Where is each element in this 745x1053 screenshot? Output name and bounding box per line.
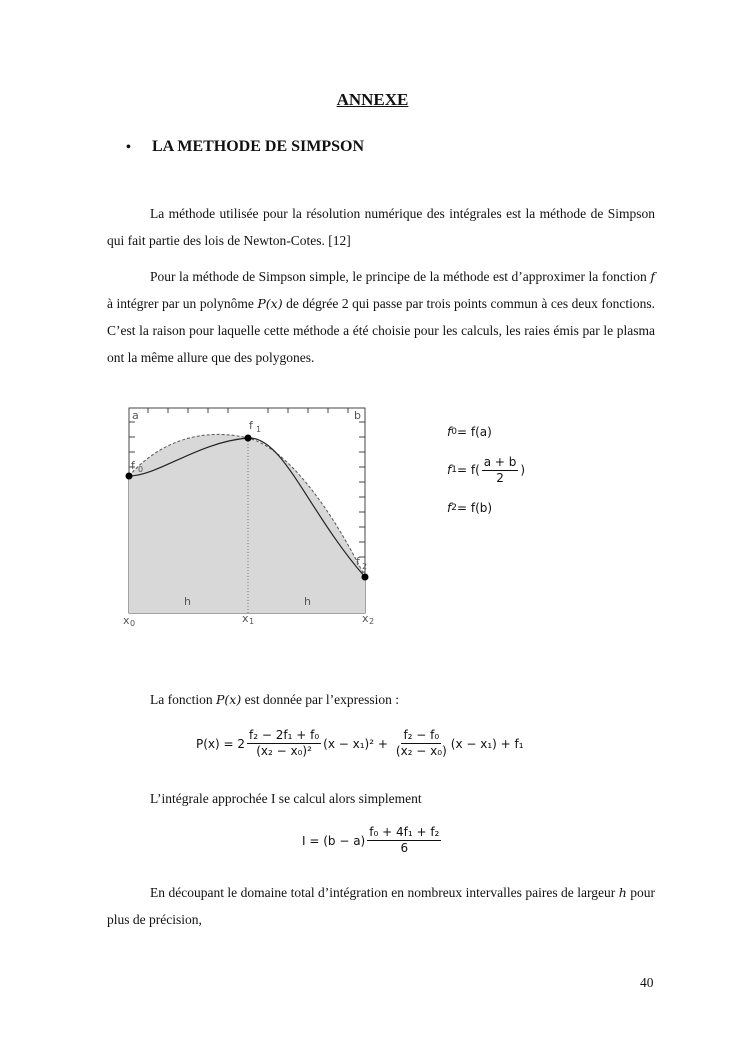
top-ticks bbox=[148, 408, 348, 413]
paragraph-principle bbox=[107, 263, 655, 371]
label-h-left: h bbox=[184, 595, 191, 608]
label-x1-sub: 1 bbox=[249, 617, 255, 626]
p2-text-b: à intégrer par un polynôme bbox=[107, 296, 258, 311]
parabola-area bbox=[129, 434, 368, 613]
point-f1 bbox=[245, 435, 252, 442]
bullet: • bbox=[126, 140, 131, 155]
frac-I: $\frac{\text{f₀ + 4f₁ + f₂}}{6}$ bbox=[369, 825, 440, 855]
paragraph-P-intro: La fonction P(x) est donnée par l’expression : bbox=[150, 692, 400, 707]
label-f0: f bbox=[131, 459, 135, 472]
paragraph-intro: La méthode utilisée pour la résolution numérique des intégrales est la méthode de Simpson qui fait partie des lois de Newton-Cotes. [12] bbox=[107, 206, 655, 248]
side-equations bbox=[447, 413, 525, 527]
frac-P2: $\frac{\text{f₂ − f₀}}{\text{(x₂ − x₀)}}$ bbox=[395, 728, 447, 758]
frac-P1: $\frac{\text{f₂ − 2f₁ + f₀}}{\text{(x₂ − x₀)²}}$ bbox=[249, 728, 320, 758]
math-Px-2: P(x) bbox=[215, 692, 242, 707]
label-x0: x bbox=[123, 614, 130, 627]
p2-text-c: de dégrée 2 qui passe par trois points commun à ces deux fonctions. C’est la raison pour laquelle cette méthode a été choisie pour les calculs, les raies émis par le plasma ont la même allure que des polygones. bbox=[107, 296, 656, 365]
page-number: 40 bbox=[640, 975, 654, 990]
page-title: ANNEXE bbox=[336, 90, 409, 109]
label-x2: x bbox=[362, 612, 369, 625]
eq-f0: f 0 = f(a) bbox=[447, 425, 492, 439]
math-f: f bbox=[650, 269, 655, 284]
section-heading-text: LA METHODE DE SIMPSON bbox=[152, 138, 365, 155]
label-h-right: h bbox=[304, 595, 311, 608]
label-f2: f bbox=[356, 555, 360, 568]
p2-text-a: Pour la méthode de Simpson simple, le principe de la méthode est d’approximer la fonction bbox=[150, 269, 651, 284]
eq-f2: f 2 = f(b) bbox=[447, 501, 493, 515]
math-h: h bbox=[618, 885, 627, 900]
formula-I: I = (b − a) $\frac{\text{f₀ + 4f₁ + f₂}}{6}$ bbox=[302, 825, 440, 855]
math-Px: P(x) bbox=[257, 296, 283, 311]
label-f2-sub: 2 bbox=[362, 562, 368, 571]
simpson-figure bbox=[118, 402, 378, 627]
label-x0-sub: 0 bbox=[130, 619, 136, 627]
point-f2 bbox=[362, 574, 369, 581]
section-heading bbox=[126, 138, 364, 156]
label-f1-sub: 1 bbox=[256, 425, 262, 434]
label-f0-sub: 0 bbox=[138, 465, 144, 474]
label-b: b bbox=[354, 409, 361, 422]
frac-ab: $\frac{a + b}{2}$ bbox=[483, 454, 517, 485]
paragraph-conclusion: En découpant le domaine total d’intégration en nombreux intervalles paires de largeur h pour plus de précision, bbox=[107, 885, 655, 927]
label-a: a bbox=[132, 409, 139, 422]
paragraph-integral: L’intégrale approchée I se calcul alors simplement bbox=[150, 791, 422, 806]
label-f1: f bbox=[249, 419, 253, 432]
point-f0 bbox=[126, 473, 133, 480]
eq-f1: f 1 = f( $\frac{a + b}{2}$ ) bbox=[447, 454, 526, 485]
label-x1: x bbox=[242, 612, 249, 625]
label-x2-sub: 2 bbox=[369, 617, 375, 626]
formula-P: P(x) = 2 $\frac{\text{f₂ − 2f₁ + f₀}}{\text{(x₂ − x₀)²}}$ (x − x₁)² + $\frac{\text{f₂ − f₀}}{\text{(x₂ − x₀)}}$ (x − x₁) + f₁ bbox=[196, 728, 524, 758]
